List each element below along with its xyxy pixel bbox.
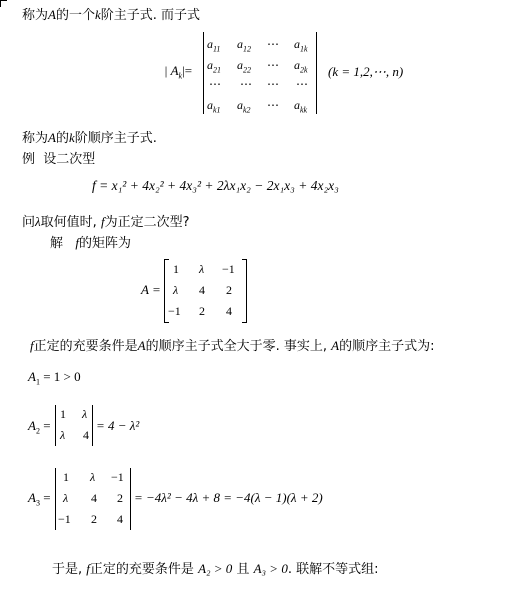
entry: 2 — [91, 512, 97, 526]
det-k-lhs: | $A_k|=$ — [164, 63, 193, 81]
entry: ⋯ — [267, 98, 279, 112]
entry: 2 — [226, 283, 232, 297]
A2-bar-right — [92, 405, 93, 446]
A3-value: = −4λ² − 4λ + 8 = −4(λ − 1)(λ + 2) — [134, 490, 323, 505]
var-A: A — [48, 130, 56, 145]
A3-bar-left — [55, 468, 56, 530]
var-f: f — [100, 214, 105, 229]
entry: $a_{kk}$ — [294, 98, 308, 115]
example-line — [22, 148, 95, 167]
text: 阶顺序主子式. — [74, 131, 157, 146]
entry: $a_{2k}$ — [294, 58, 308, 75]
text: 的 — [55, 131, 69, 146]
quadratic-form: f = x₁² + 4x₂² + 4x₃² + 2λx₁x₂ − 2x₁x₃ + 4x₂x₃ — [92, 178, 339, 193]
definition-line — [22, 127, 157, 146]
A1-line: $A_1 = 1 > 0$ — [28, 369, 81, 387]
entry: λ — [82, 407, 88, 421]
intro-line — [22, 4, 200, 23]
entry: λ — [199, 262, 205, 276]
entry: 4 — [117, 512, 123, 526]
example-label: 例 — [22, 152, 36, 167]
entry: −1 — [168, 304, 181, 318]
condition-line: f正定的充要条件是A的顺序主子式全大于零. 事实上, A的顺序主子式为: — [30, 338, 435, 354]
A3-lhs: $A_3$ = — [28, 490, 51, 508]
entry: ⋯ — [296, 77, 308, 91]
cond-A2: A₂ > 0 — [198, 561, 233, 576]
text: 称为 — [22, 131, 49, 146]
var-k: k — [94, 7, 101, 22]
det-k-bar-right — [316, 32, 317, 114]
var-f: f — [75, 235, 80, 250]
entry: −1 — [222, 262, 235, 276]
entry: 1 — [63, 470, 69, 484]
A2-lhs: $A_2$ = — [28, 418, 51, 436]
entry: 4 — [226, 304, 232, 318]
entry: 2 — [117, 491, 123, 505]
entry: $a_{1k}$ — [294, 37, 308, 54]
entry: $a_{k1}$ — [207, 98, 221, 115]
entry: $a_{11}$ — [207, 37, 221, 54]
entry: 2 — [199, 304, 205, 318]
var-lambda: λ — [35, 214, 41, 229]
entry: ⋯ — [267, 77, 279, 91]
entry: $a_{21}$ — [207, 58, 221, 75]
text: 阶主子式. 而子式 — [100, 8, 201, 23]
entry: ⋯ — [267, 37, 279, 51]
corner-mark — [0, 0, 7, 7]
matrix-A-bracket-right — [242, 259, 247, 323]
entry: λ — [90, 470, 96, 484]
entry: $a_{22}$ — [237, 58, 251, 75]
text: 的一个 — [55, 8, 95, 23]
cond-A3: A₃ > 0 — [253, 561, 288, 576]
entry: −1 — [58, 512, 71, 526]
var-k: k — [68, 130, 75, 145]
entry: λ — [60, 428, 66, 442]
entry: ⋯ — [267, 58, 279, 72]
k-range: (k = 1,2,⋯, n) — [328, 64, 404, 79]
solution-line: 解 f的矩阵为 — [50, 235, 132, 251]
text: 称为 — [22, 8, 49, 23]
A2-bar-left — [55, 405, 56, 446]
entry: λ — [63, 491, 69, 505]
var-A: A — [48, 7, 56, 22]
det-k-bar-left — [203, 32, 204, 114]
entry: ⋯ — [209, 77, 221, 91]
A2-value: = 4 − λ² — [96, 418, 140, 433]
entry: 4 — [199, 283, 205, 297]
solution-label: 解 — [50, 236, 64, 251]
matrix-A-lhs: A = — [141, 282, 161, 297]
A3-bar-right — [130, 468, 131, 530]
entry: −1 — [111, 470, 124, 484]
entry: 1 — [60, 407, 66, 421]
entry: λ — [173, 283, 179, 297]
entry: 4 — [91, 491, 97, 505]
question-line: 问λ取何值时, f为正定二次型? — [22, 214, 190, 230]
final-line: 于是, f正定的充要条件是 A₂ > 0 且 A₃ > 0. 联解不等式组: — [52, 561, 379, 577]
text: 设二次型 — [43, 152, 96, 167]
entry: $a_{k2}$ — [237, 98, 251, 115]
entry: ⋯ — [240, 77, 252, 91]
entry: 4 — [83, 428, 89, 442]
entry: $a_{12}$ — [237, 37, 251, 54]
entry: 1 — [173, 262, 179, 276]
